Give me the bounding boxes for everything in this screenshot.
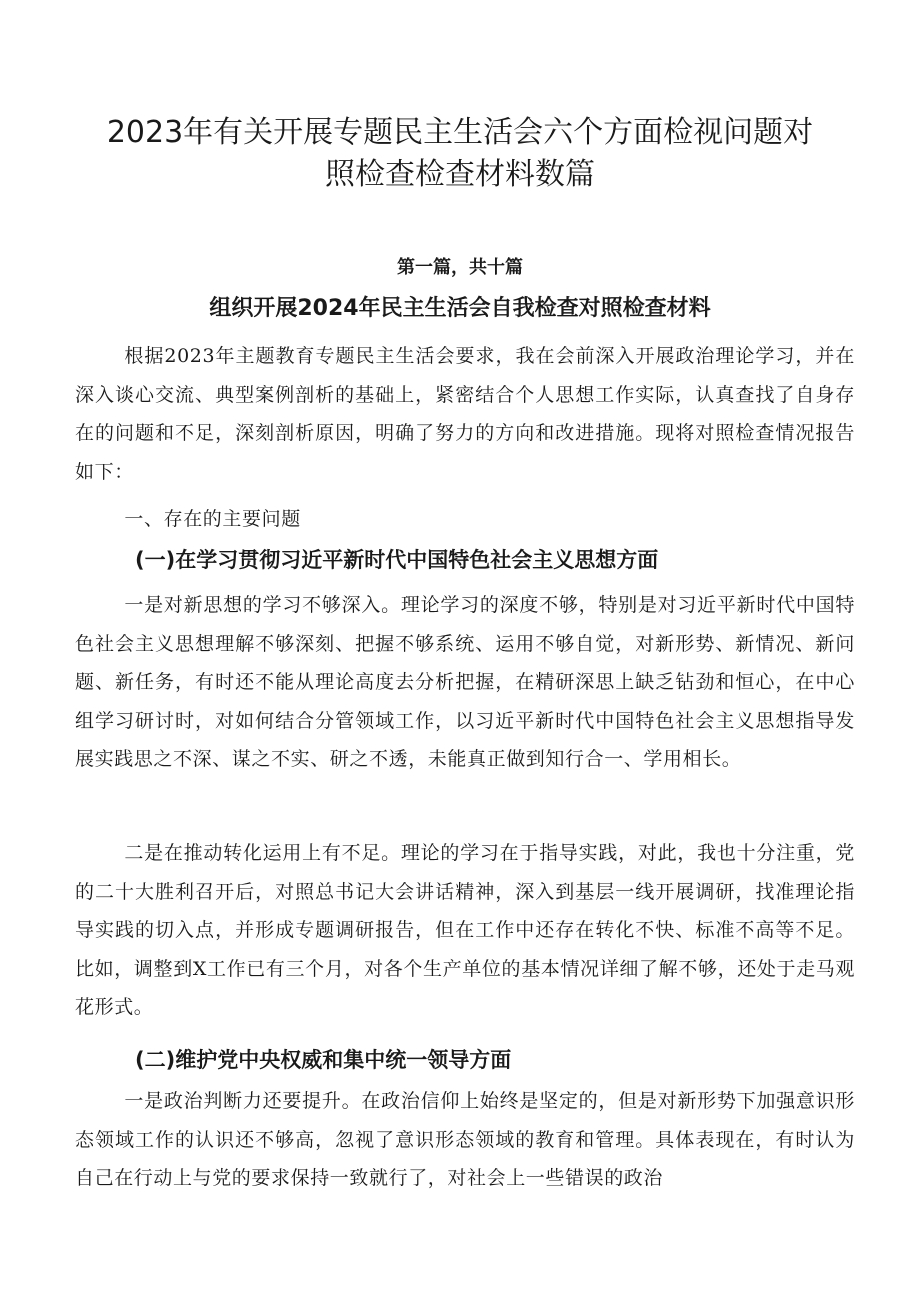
paragraph-a1: 一是对新思想的学习不够深入。理论学习的深度不够，特别是对习近平新时代中国特色社会主义思想理解不够深刻、把握不够系统、运用不够自觉，对新形势、新情况、新问题、新任务，有时还不能从理论高度去分析把握，在精研深思上缺乏钻劲和恒心，在中心组学习研讨时，对如何结合分管领域工作，以习近平新时代中国特色社会主义思想指导发展实践思之不深、谋之不实、研之不透，未能真正做到知行合一、学用相长。 bbox=[75, 594, 855, 770]
heading-section-a: (一)在学习贯彻习近平新时代中国特色社会主义思想方面 bbox=[135, 548, 659, 572]
section-title: 组织开展2024年民主生活会自我检查对照检查材料 bbox=[209, 296, 711, 321]
title-line-1: 2023年有关开展专题民主生活会六个方面检视问题对 bbox=[106, 115, 814, 150]
intro-paragraph: 根据2023年主题教育专题民主生活会要求，我在会前深入开展政治理论学习，并在深入谈心交流、典型案例剖析的基础上，紧密结合个人思想工作实际，认真查找了自身存在的问题和不足，深刻剖析原因，明确了努力的方向和改进措施。现将对照检查情况报告如下： bbox=[75, 345, 855, 483]
document-title bbox=[60, 112, 860, 196]
section-label: 第一篇，共十篇 bbox=[397, 257, 523, 278]
heading-main-problems: 一、存在的主要问题 bbox=[124, 508, 301, 530]
heading-section-b: (二)维护党中央权威和集中统一领导方面 bbox=[135, 1048, 512, 1072]
paragraph-a2: 二是在推动转化运用上有不足。理论的学习在于指导实践，对此，我也十分注重，党的二十大胜利召开后，对照总书记大会讲话精神，深入到基层一线开展调研，找准理论指导实践的切入点，并形成专题调研报告，但在工作中还存在转化不快、标准不高等不足。比如，调整到X工作已有三个月，对各个生产单位的基本情况详细了解不够，还处于走马观花形式。 bbox=[75, 842, 855, 1018]
paragraph-b1: 一是政治判断力还要提升。在政治信仰上始终是坚定的，但是对新形势下加强意识形态领域工作的认识还不够高，忽视了意识形态领域的教育和管理。具体表现在，有时认为自己在行动上与党的要求保持一致就行了，对社会上一些错误的政治 bbox=[75, 1090, 855, 1189]
title-line-2: 照检查检查材料数篇 bbox=[325, 157, 595, 192]
